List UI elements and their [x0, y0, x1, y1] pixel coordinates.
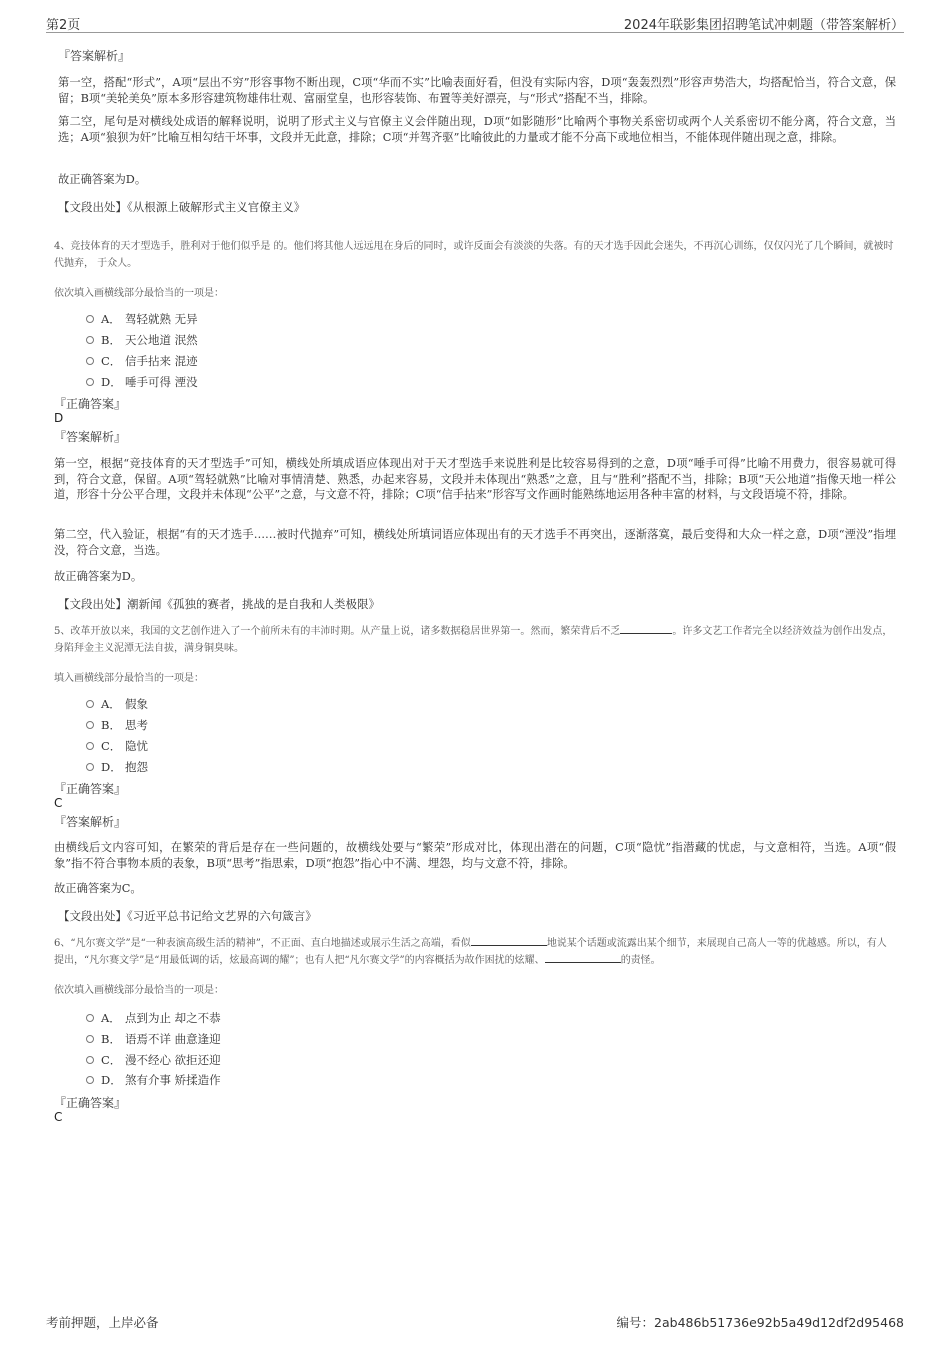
page-number: 第2页 [46, 18, 81, 33]
q5-correct-label: 『正确答案』 [54, 782, 127, 796]
q6-question: 6、“凡尔赛文学”是“一种表演高级生活的精神”，不正面、直白地描述或展示生活之高端，看似 地说某个话题或流露出某个细节，来展现自己高人一等的优越感。所以，有人提出，“凡尔赛文学”是“用最低调的话，炫最高调的耀”；也有人把“凡尔赛文学”的内容概括为故作困扰的炫耀、 的责怪。 [54, 938, 887, 966]
q6-correct-label: 『正确答案』 [54, 1096, 127, 1110]
q4-correct-label: 『正确答案』 [54, 397, 127, 411]
q4-analysis-p2: 第二空，代入验证，根据“有的天才选手……被时代抛弃”可知，横线处所填词语应体现出有的天才选手不再突出，逐渐落寞，最后变得和大众一样之意，D项“湮没”指埋没，符合文意，当选。 [54, 528, 896, 557]
q6-correct-answer: C [54, 1110, 63, 1124]
radio-icon[interactable] [86, 763, 94, 771]
q3-source: 【文段出处】《从根源上破解形式主义官僚主义》 [58, 200, 306, 214]
page-header [46, 14, 904, 33]
q5-option-b[interactable]: B． 思考 [86, 717, 148, 733]
q4-conclusion: 故正确答案为D。 [54, 570, 143, 583]
q4-question: 4、竞技体育的天才型选手，胜利对于他们似乎是 的。他们将其他人远远甩在身后的同时，或许反面会有淡淡的失落。有的天才选手因此会迷失，不再沉心训练，仅仅闪光了几个瞬间，就被时代抛弃， 于众人。 [54, 241, 894, 269]
q6-option-c[interactable]: C． 漫不经心 欲拒还迎 [86, 1052, 221, 1068]
radio-icon[interactable] [86, 1056, 94, 1064]
radio-icon[interactable] [86, 742, 94, 750]
q3-analysis-label: 『答案解析』 [58, 49, 131, 63]
answer-blank [545, 953, 621, 963]
document-code: 编号：2ab486b51736e92b5a49d12df2d95468 [616, 1315, 904, 1330]
radio-icon[interactable] [86, 1035, 94, 1043]
radio-icon[interactable] [86, 315, 94, 323]
q3-conclusion: 故正确答案为D。 [58, 173, 147, 186]
radio-icon[interactable] [86, 721, 94, 729]
q5-option-a[interactable]: A． 假象 [86, 696, 148, 712]
q5-option-c[interactable]: C． 隐忧 [86, 738, 148, 754]
q6-option-b[interactable]: B． 语焉不详 曲意逢迎 [86, 1031, 221, 1047]
radio-icon[interactable] [86, 1014, 94, 1022]
q5-question: 5、改革开放以来，我国的文艺创作进入了一个前所未有的丰沛时期。从产量上说，诸多数据稳居世界第一。然而，繁荣背后不乏 。许多文艺工作者完全以经济效益为创作出发点，身陷拜金主义泥潭无法自拔，满身铜臭味。 [54, 626, 893, 654]
q4-analysis-p1: 第一空，根据“竞技体育的天才型选手”可知，横线处所填成语应体现出对于天才型选手来说胜利是比较容易得到的之意，D项“唾手可得”比喻不用费力，很容易就可得到，符合文意，保留。A项“驾轻就熟”比喻对事情清楚、熟悉，办起来容易，文段并未体现出“熟悉”之意，且与“胜利”搭配不当，排除；B项“天公地道”指像天地一样公道，形容十分公平合理，文段并未体现“公平”之意，与文意不符，排除；C项“信手拈来”形容写文作画时能熟练地运用各种丰富的材料，与文段语境不符，排除。 [54, 457, 896, 501]
footer-slogan: 考前押题，上岸必备 [46, 1315, 159, 1330]
answer-blank [471, 936, 547, 946]
q4-analysis-label: 『答案解析』 [54, 430, 127, 444]
document-title: 2024年联影集团招聘笔试冲刺题（带答案解析） [623, 18, 904, 33]
q4-correct-answer: D [54, 411, 64, 425]
q5-instruction: 填入画横线部分最恰当的一项是： [54, 673, 204, 684]
q4-option-c[interactable]: C． 信手拈来 混迹 [86, 353, 198, 369]
q3-analysis-p2: 第二空，尾句是对横线处成语的解释说明，说明了形式主义与官僚主义会伴随出现，D项“如影随形”比喻两个事物关系密切或两个人关系密切不能分离，符合文意，当选；A项“狼狈为奸”比喻互相勾结干坏事，文段并无此意，排除；C项“并驾齐驱”比喻彼此的力量或才能不分高下或地位相当，不能体现伴随出现之意，排除。 [58, 115, 896, 144]
q6-option-a[interactable]: A． 点到为止 却之不恭 [86, 1010, 221, 1026]
q4-option-d[interactable]: D． 唾手可得 湮没 [86, 374, 198, 390]
radio-icon[interactable] [86, 357, 94, 365]
q4-option-b[interactable]: B． 天公地道 泯然 [86, 332, 198, 348]
q4-instruction: 依次填入画横线部分最恰当的一项是： [54, 288, 224, 299]
q6-instruction: 依次填入画横线部分最恰当的一项是： [54, 985, 224, 996]
radio-icon[interactable] [86, 1076, 94, 1084]
q5-analysis-label: 『答案解析』 [54, 815, 127, 829]
q3-analysis-p1: 第一空，搭配“形式”，A项“层出不穷”形容事物不断出现，C项“华而不实”比喻表面好看，但没有实际内容，D项“轰轰烈烈”形容声势浩大，均搭配恰当，符合文意，保留；B项“美轮美奂”原本多形容建筑物雄伟壮观、富丽堂皇，也形容装饰、布置等美好漂亮，与“形式”搭配不当，排除。 [58, 76, 896, 105]
q5-conclusion: 故正确答案为C。 [54, 882, 142, 895]
radio-icon[interactable] [86, 336, 94, 344]
q4-source: 【文段出处】潮新闻《孤独的赛者，挑战的是自我和人类极限》 [58, 597, 380, 611]
q5-source: 【文段出处】《习近平总书记给文艺界的六句箴言》 [58, 909, 317, 923]
radio-icon[interactable] [86, 378, 94, 386]
q5-analysis-p1: 由横线后文内容可知，在繁荣的背后是存在一些问题的，故横线处要与“繁荣”形成对比，体现出潜在的问题，C项“隐忧”指潜藏的忧虑，与文意相符，当选。A项“假象”指不符合事物本质的表象，B项“思考”指思索，D项“抱怨”指心中不满、埋怨，均与文意不符，排除。 [54, 841, 896, 870]
page-footer [46, 1313, 904, 1331]
q6-option-d[interactable]: D． 煞有介事 矫揉造作 [86, 1072, 221, 1088]
q5-correct-answer: C [54, 796, 63, 810]
radio-icon[interactable] [86, 700, 94, 708]
q5-option-d[interactable]: D． 抱怨 [86, 759, 148, 775]
answer-blank [620, 624, 672, 634]
q4-option-a[interactable]: A． 驾轻就熟 无异 [86, 311, 198, 327]
